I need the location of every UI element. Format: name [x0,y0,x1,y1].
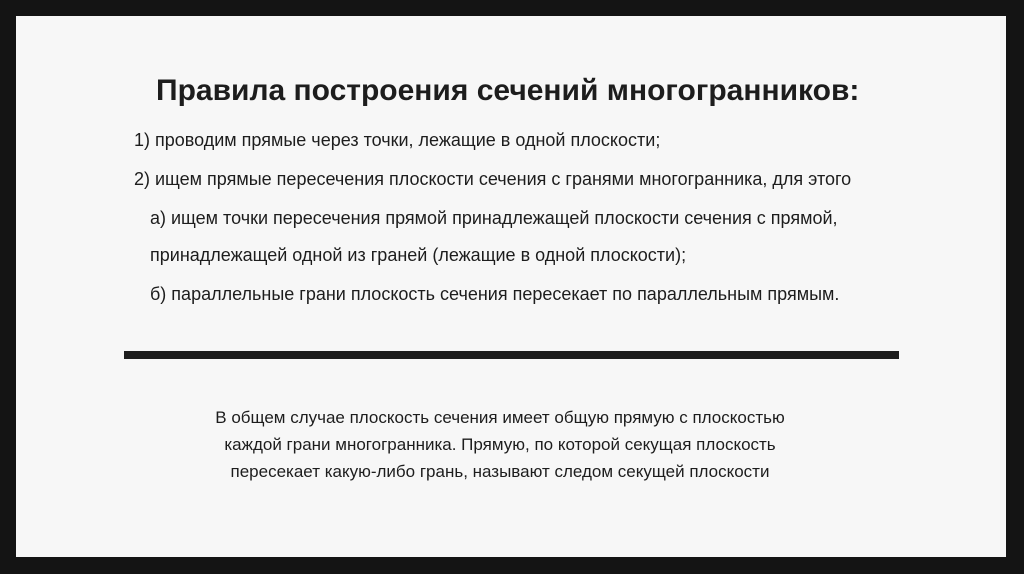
slide [16,16,1006,557]
summary-text [136,404,864,485]
rule-2: 2) ищем прямые пересечения плоскости сечения с гранями многогранника, для этого [134,169,852,189]
rule-2b: б) параллельные грани плоскость сечения пересекает по параллельным прямым. [150,284,840,304]
rule-2a-line-1: а) ищем точки пересечения прямой принадлежащей плоскости сечения с прямой, [150,208,838,228]
summary-line-1: В общем случае плоскость сечения имеет общую прямую с плоскостью [215,408,785,427]
divider-bar [124,351,899,359]
rule-1: 1) проводим прямые через точки, лежащие в одной плоскости; [134,130,661,150]
rule-2a-line-2: принадлежащей одной из граней (лежащие в одной плоскости); [150,245,687,265]
summary-line-2: каждой грани многогранника. Прямую, по которой секущая плоскость [224,435,776,454]
summary-line-3: пересекает какую-либо грань, называют следом секущей плоскости [230,462,770,481]
slide-title: Правила построения сечений многогранников: [156,74,860,107]
